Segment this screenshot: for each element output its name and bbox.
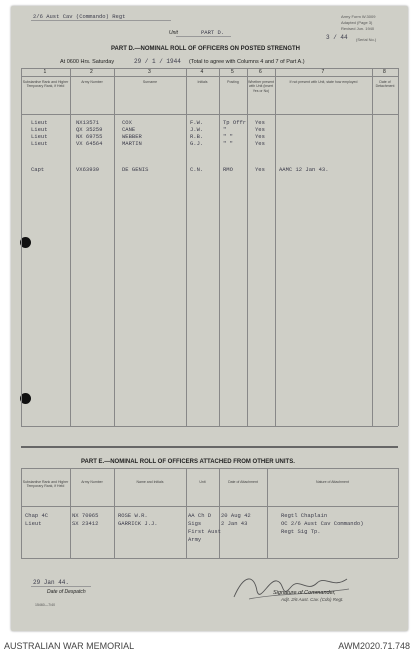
part-d-at-line: At 0600 Hrs. Saturday xyxy=(60,59,115,65)
part-d-cell-number: NX13571 xyxy=(76,119,100,126)
part-d-note: (Total to agree with Columns 4 and 7 of Part A.) xyxy=(189,59,305,65)
part-d-col-header: Substantive Rank and Higher Temporary Rank, if Held xyxy=(22,80,69,89)
signature-label: Signature of Commander, xyxy=(273,590,336,596)
form-line-2: Adapted (Page 3) xyxy=(341,20,373,25)
part-e-cell-number: SX 23412 xyxy=(72,520,99,527)
part-d-cell-present: Yes xyxy=(255,126,265,133)
part-e-cell-unit: First Aust xyxy=(188,528,222,535)
part-d-col-number: 1 xyxy=(43,69,47,75)
part-d-col-header: Initials xyxy=(197,80,208,84)
part-d-cell-posting: " xyxy=(223,126,227,133)
part-d-table xyxy=(21,68,398,426)
part-e-col-header: Unit xyxy=(199,480,206,484)
part-d-cell-initials: G.J. xyxy=(190,140,204,147)
part-e-cell-nature: Regt Sig Tp. xyxy=(281,528,321,535)
part-d-cell-present: Yes xyxy=(255,166,265,173)
part-d-col-number: 6 xyxy=(259,69,262,75)
part-e-cell-date: 20 Aug 42 xyxy=(221,512,251,519)
part-d-cell-surname: MARTIN xyxy=(122,140,142,147)
part-d-date: 29 / 1 / 1944 xyxy=(134,58,181,65)
signature-subtitle: Adjt. 2/6 Aust. Cav. (Cdo) Regt. xyxy=(281,597,344,602)
part-d-cell-rank: Capt xyxy=(31,166,45,173)
part-d-col-header: Whether present with Unit (insert Yes or No) xyxy=(248,80,274,93)
part-d-cell-surname: CANE xyxy=(122,126,136,133)
part-d-col-header: Posting xyxy=(227,80,239,84)
part-e-cell-name: ROSE W.R. xyxy=(118,512,148,519)
part-e-cell-nature: OC 2/6 Aust Cav Commando) xyxy=(281,520,364,527)
part-d-cell-number: VX63939 xyxy=(76,166,100,173)
part-d-cell-number: VX 64564 xyxy=(76,140,103,147)
part-d-col-number: 4 xyxy=(200,69,204,75)
despatch-label: Date of Despatch xyxy=(47,589,86,595)
part-e-col-header: Army Number xyxy=(81,480,103,484)
archive-footer xyxy=(0,638,415,653)
despatch-date: 29 Jan 44. xyxy=(33,579,70,586)
part-d-cell-number: NX 69755 xyxy=(76,133,103,140)
part-d-cell-initials: R.B. xyxy=(190,133,204,140)
part-d-col-number: 7 xyxy=(321,69,325,75)
part-d-cell-posting: RMO xyxy=(223,166,233,173)
part-e-cell-date: 2 Jan 43 xyxy=(221,520,248,527)
unit-label: Unit xyxy=(169,30,178,36)
part-d-cell-rank: Lieut xyxy=(31,140,48,147)
footer-left: AUSTRALIAN WAR MEMORIAL xyxy=(4,641,135,651)
part-d-cell-present: Yes xyxy=(255,140,265,147)
part-d-col-number: 3 xyxy=(148,69,151,75)
part-e-col-header: Date of Attachment xyxy=(228,480,258,484)
part-d-cell-surname: WEBBER xyxy=(122,133,142,140)
part-d-col-header: Army Number xyxy=(81,80,103,84)
printer-code: 15460—7/40 xyxy=(35,603,56,607)
part-e-cell-name: GARRICK J.J. xyxy=(118,520,158,527)
part-e-cell-number: NX 70965 xyxy=(72,512,99,519)
part-d-cell-posting: " " xyxy=(223,140,233,147)
part-d-title: PART D.—NOMINAL ROLL OF OFFICERS ON POSTED STRENGTH xyxy=(111,46,301,52)
form-line-1: Army Form W.3009 xyxy=(341,14,376,19)
part-e-cell-nature: Regtl Chaplain xyxy=(281,512,328,519)
part-e-cell-rank: Chap 4C xyxy=(25,512,49,519)
part-d-col-number: 2 xyxy=(90,69,93,75)
serial-value: 3 / 44 xyxy=(326,34,348,41)
part-d-cell-surname: COX xyxy=(122,119,132,126)
unit-typed: 2/6 Aust Cav (Commando) Regt xyxy=(33,13,126,20)
part-d-cell-initials: C.N. xyxy=(190,166,204,173)
part-e-table xyxy=(21,468,398,558)
part-e-col-header: Substantive Rank and Higher Temporary Rank, if Held xyxy=(22,480,69,489)
part-d-col-header: Date of Detachment xyxy=(375,80,395,89)
part-d-cell-rank: Lieut xyxy=(31,126,48,133)
part-d-cell-rank: Lieut xyxy=(31,119,48,126)
part-e-col-header: Name and Initials xyxy=(136,480,164,484)
part-d-cell-initials: F.W. xyxy=(190,119,204,126)
part-d-cell-present: Yes xyxy=(255,119,265,126)
part-d-cell-posting: " " xyxy=(223,133,233,140)
form-sheet xyxy=(11,6,408,631)
part-d-col-header: Surname xyxy=(142,80,158,84)
part-d-col-header: If not present with Unit, state how employed xyxy=(289,80,358,84)
part-d-col-number: 5 xyxy=(231,69,234,75)
part-d-cell-posting: Tp Offr xyxy=(223,119,247,126)
form-line-3: Revised Jun. 1940 xyxy=(341,26,375,31)
part-d-cell-rank: Lieut xyxy=(31,133,48,140)
part-d-cell-present: Yes xyxy=(255,133,265,140)
part-d-cell-number: QX 35259 xyxy=(76,126,103,133)
part-d-cell-initials: J.W. xyxy=(190,126,204,133)
part-e-title: PART E.—NOMINAL ROLL OF OFFICERS ATTACHED FROM OTHER UNITS. xyxy=(81,459,295,465)
part-typed: PART D. xyxy=(201,29,225,36)
part-d-cell-remarks: AAMC 12 Jan 43. xyxy=(279,166,329,173)
part-e-cell-unit: AA Ch D xyxy=(188,512,212,519)
part-e-cell-unit: Sigs xyxy=(188,520,202,527)
part-d-cell-surname: DE GENIS xyxy=(122,166,149,173)
part-e-cell-unit: Army xyxy=(188,536,202,543)
serial-label: (Serial No.) xyxy=(356,37,377,42)
footer-right: AWM2020.71.748 xyxy=(338,641,410,651)
part-e-col-header: Nature of Attachment xyxy=(316,480,349,484)
part-e-cell-rank: Lieut xyxy=(25,520,42,527)
part-d-col-number: 8 xyxy=(383,69,386,75)
